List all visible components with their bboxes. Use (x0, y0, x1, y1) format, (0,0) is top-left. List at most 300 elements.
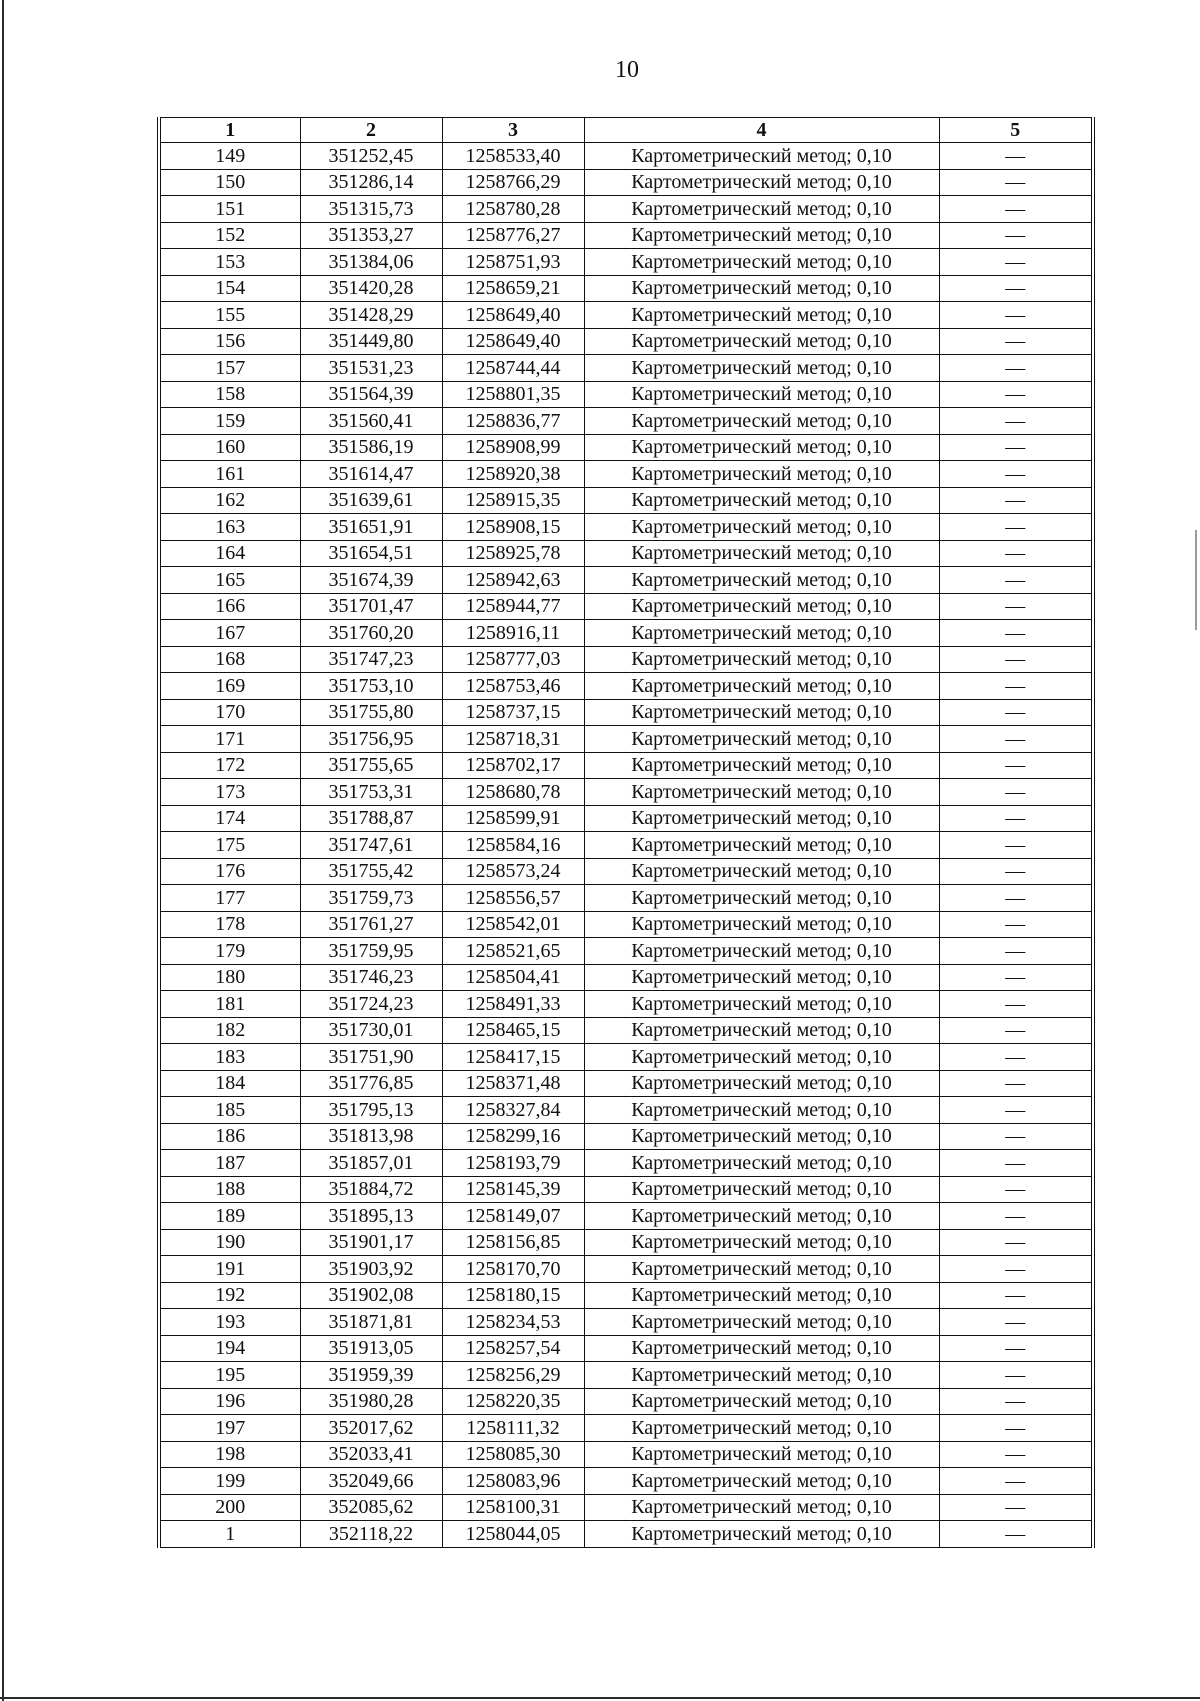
point-number-cell: 153 (159, 249, 300, 276)
point-number-cell: 158 (159, 381, 300, 408)
table-row (159, 169, 1093, 196)
table-row (159, 646, 1093, 673)
note-cell: — (939, 673, 1093, 700)
x-coordinate-cell: 351252,45 (300, 143, 442, 170)
y-coordinate-cell: 1258234,53 (442, 1309, 584, 1336)
point-number-cell: 195 (159, 1362, 300, 1389)
point-number-cell: 181 (159, 991, 300, 1018)
method-cell: Картометрический метод; 0,10 (584, 169, 939, 196)
x-coordinate-cell: 351654,51 (300, 540, 442, 567)
y-coordinate-cell: 1258521,65 (442, 938, 584, 965)
table-row (159, 858, 1093, 885)
method-cell: Картометрический метод; 0,10 (584, 832, 939, 859)
point-number-cell: 189 (159, 1203, 300, 1230)
table-row (159, 620, 1093, 647)
point-number-cell: 160 (159, 434, 300, 461)
y-coordinate-cell: 1258257,54 (442, 1335, 584, 1362)
x-coordinate-cell: 351902,08 (300, 1282, 442, 1309)
y-coordinate-cell: 1258417,15 (442, 1044, 584, 1071)
y-coordinate-cell: 1258111,32 (442, 1415, 584, 1442)
x-coordinate-cell: 351674,39 (300, 567, 442, 594)
note-cell: — (939, 143, 1093, 170)
point-number-cell: 178 (159, 911, 300, 938)
table-row (159, 805, 1093, 832)
table-row (159, 991, 1093, 1018)
note-cell: — (939, 779, 1093, 806)
scan-edge-bottom (0, 1697, 1200, 1699)
table-row (159, 196, 1093, 223)
method-cell: Картометрический метод; 0,10 (584, 143, 939, 170)
y-coordinate-cell: 1258777,03 (442, 646, 584, 673)
point-number-cell: 199 (159, 1468, 300, 1495)
method-cell: Картометрический метод; 0,10 (584, 1044, 939, 1071)
method-cell: Картометрический метод; 0,10 (584, 434, 939, 461)
y-coordinate-cell: 1258180,15 (442, 1282, 584, 1309)
note-cell: — (939, 249, 1093, 276)
table-row (159, 487, 1093, 514)
y-coordinate-cell: 1258766,29 (442, 169, 584, 196)
note-cell: — (939, 1282, 1093, 1309)
table-row (159, 885, 1093, 912)
y-coordinate-cell: 1258942,63 (442, 567, 584, 594)
note-cell: — (939, 1017, 1093, 1044)
method-cell: Картометрический метод; 0,10 (584, 593, 939, 620)
note-cell: — (939, 302, 1093, 329)
note-cell: — (939, 1335, 1093, 1362)
method-cell: Картометрический метод; 0,10 (584, 355, 939, 382)
method-cell: Картометрический метод; 0,10 (584, 1017, 939, 1044)
x-coordinate-cell: 351651,91 (300, 514, 442, 541)
note-cell: — (939, 1494, 1093, 1521)
coordinates-table (157, 117, 1095, 1548)
header-row (159, 118, 1093, 143)
x-coordinate-cell: 351759,95 (300, 938, 442, 965)
point-number-cell: 197 (159, 1415, 300, 1442)
method-cell: Картометрический метод; 0,10 (584, 991, 939, 1018)
x-coordinate-cell: 351746,23 (300, 964, 442, 991)
point-number-cell: 167 (159, 620, 300, 647)
point-number-cell: 175 (159, 832, 300, 859)
y-coordinate-cell: 1258916,11 (442, 620, 584, 647)
header-col-1: 1 (159, 118, 300, 143)
note-cell: — (939, 434, 1093, 461)
x-coordinate-cell: 351756,95 (300, 726, 442, 753)
y-coordinate-cell: 1258100,31 (442, 1494, 584, 1521)
note-cell: — (939, 355, 1093, 382)
table-row (159, 1176, 1093, 1203)
point-number-cell: 180 (159, 964, 300, 991)
table-row (159, 938, 1093, 965)
table-row (159, 434, 1093, 461)
note-cell: — (939, 1362, 1093, 1389)
method-cell: Картометрический метод; 0,10 (584, 1494, 939, 1521)
point-number-cell: 156 (159, 328, 300, 355)
point-number-cell: 1 (159, 1521, 300, 1548)
table-row (159, 222, 1093, 249)
x-coordinate-cell: 351959,39 (300, 1362, 442, 1389)
table-row (159, 911, 1093, 938)
method-cell: Картометрический метод; 0,10 (584, 858, 939, 885)
point-number-cell: 196 (159, 1388, 300, 1415)
method-cell: Картометрический метод; 0,10 (584, 726, 939, 753)
note-cell: — (939, 461, 1093, 488)
y-coordinate-cell: 1258149,07 (442, 1203, 584, 1230)
x-coordinate-cell: 351755,42 (300, 858, 442, 885)
y-coordinate-cell: 1258556,57 (442, 885, 584, 912)
y-coordinate-cell: 1258944,77 (442, 593, 584, 620)
point-number-cell: 164 (159, 540, 300, 567)
y-coordinate-cell: 1258573,24 (442, 858, 584, 885)
table-row (159, 275, 1093, 302)
table-header (159, 118, 1093, 143)
note-cell: — (939, 938, 1093, 965)
table-row (159, 673, 1093, 700)
x-coordinate-cell: 351560,41 (300, 408, 442, 435)
y-coordinate-cell: 1258649,40 (442, 302, 584, 329)
table-row (159, 249, 1093, 276)
note-cell: — (939, 726, 1093, 753)
method-cell: Картометрический метод; 0,10 (584, 567, 939, 594)
x-coordinate-cell: 351724,23 (300, 991, 442, 1018)
point-number-cell: 157 (159, 355, 300, 382)
table-row (159, 1494, 1093, 1521)
y-coordinate-cell: 1258299,16 (442, 1123, 584, 1150)
table-row (159, 726, 1093, 753)
point-number-cell: 192 (159, 1282, 300, 1309)
x-coordinate-cell: 351857,01 (300, 1150, 442, 1177)
x-coordinate-cell: 351384,06 (300, 249, 442, 276)
method-cell: Картометрический метод; 0,10 (584, 699, 939, 726)
x-coordinate-cell: 351420,28 (300, 275, 442, 302)
y-coordinate-cell: 1258753,46 (442, 673, 584, 700)
point-number-cell: 185 (159, 1097, 300, 1124)
table-row (159, 514, 1093, 541)
y-coordinate-cell: 1258718,31 (442, 726, 584, 753)
table-row (159, 779, 1093, 806)
point-number-cell: 166 (159, 593, 300, 620)
point-number-cell: 152 (159, 222, 300, 249)
table-row (159, 832, 1093, 859)
y-coordinate-cell: 1258920,38 (442, 461, 584, 488)
note-cell: — (939, 805, 1093, 832)
x-coordinate-cell: 352017,62 (300, 1415, 442, 1442)
x-coordinate-cell: 351614,47 (300, 461, 442, 488)
note-cell: — (939, 1309, 1093, 1336)
note-cell: — (939, 593, 1093, 620)
x-coordinate-cell: 351901,17 (300, 1229, 442, 1256)
point-number-cell: 169 (159, 673, 300, 700)
y-coordinate-cell: 1258908,15 (442, 514, 584, 541)
page-number: 10 (615, 57, 639, 83)
point-number-cell: 186 (159, 1123, 300, 1150)
table-row (159, 1017, 1093, 1044)
table-row (159, 1335, 1093, 1362)
method-cell: Картометрический метод; 0,10 (584, 302, 939, 329)
x-coordinate-cell: 351788,87 (300, 805, 442, 832)
method-cell: Картометрический метод; 0,10 (584, 1176, 939, 1203)
method-cell: Картометрический метод; 0,10 (584, 885, 939, 912)
note-cell: — (939, 1097, 1093, 1124)
point-number-cell: 194 (159, 1335, 300, 1362)
table-row (159, 1388, 1093, 1415)
note-cell: — (939, 1070, 1093, 1097)
x-coordinate-cell: 351747,23 (300, 646, 442, 673)
table-row (159, 1441, 1093, 1468)
note-cell: — (939, 1203, 1093, 1230)
note-cell: — (939, 1044, 1093, 1071)
x-coordinate-cell: 351776,85 (300, 1070, 442, 1097)
table-row (159, 1468, 1093, 1495)
table-row (159, 328, 1093, 355)
point-number-cell: 182 (159, 1017, 300, 1044)
x-coordinate-cell: 351884,72 (300, 1176, 442, 1203)
note-cell: — (939, 1441, 1093, 1468)
table-row (159, 1203, 1093, 1230)
note-cell: — (939, 832, 1093, 859)
x-coordinate-cell: 351315,73 (300, 196, 442, 223)
method-cell: Картометрический метод; 0,10 (584, 381, 939, 408)
method-cell: Картометрический метод; 0,10 (584, 646, 939, 673)
point-number-cell: 172 (159, 752, 300, 779)
table-body (159, 143, 1093, 1548)
method-cell: Картометрический метод; 0,10 (584, 1123, 939, 1150)
x-coordinate-cell: 351286,14 (300, 169, 442, 196)
x-coordinate-cell: 352118,22 (300, 1521, 442, 1548)
y-coordinate-cell: 1258220,35 (442, 1388, 584, 1415)
header-col-2: 2 (300, 118, 442, 143)
y-coordinate-cell: 1258737,15 (442, 699, 584, 726)
x-coordinate-cell: 351871,81 (300, 1309, 442, 1336)
note-cell: — (939, 699, 1093, 726)
point-number-cell: 184 (159, 1070, 300, 1097)
point-number-cell: 149 (159, 143, 300, 170)
x-coordinate-cell: 351747,61 (300, 832, 442, 859)
table-row (159, 1229, 1093, 1256)
x-coordinate-cell: 351903,92 (300, 1256, 442, 1283)
table-row (159, 355, 1093, 382)
table-row (159, 1097, 1093, 1124)
point-number-cell: 162 (159, 487, 300, 514)
point-number-cell: 176 (159, 858, 300, 885)
note-cell: — (939, 1468, 1093, 1495)
table-row (159, 1362, 1093, 1389)
method-cell: Картометрический метод; 0,10 (584, 1468, 939, 1495)
method-cell: Картометрический метод; 0,10 (584, 1388, 939, 1415)
note-cell: — (939, 1150, 1093, 1177)
scan-edge-right (1195, 530, 1197, 630)
point-number-cell: 155 (159, 302, 300, 329)
method-cell: Картометрический метод; 0,10 (584, 328, 939, 355)
table-row (159, 1044, 1093, 1071)
note-cell: — (939, 1229, 1093, 1256)
x-coordinate-cell: 352085,62 (300, 1494, 442, 1521)
point-number-cell: 193 (159, 1309, 300, 1336)
y-coordinate-cell: 1258744,44 (442, 355, 584, 382)
note-cell: — (939, 858, 1093, 885)
y-coordinate-cell: 1258504,41 (442, 964, 584, 991)
x-coordinate-cell: 351449,80 (300, 328, 442, 355)
note-cell: — (939, 911, 1093, 938)
table-row (159, 1282, 1093, 1309)
y-coordinate-cell: 1258599,91 (442, 805, 584, 832)
note-cell: — (939, 1256, 1093, 1283)
y-coordinate-cell: 1258908,99 (442, 434, 584, 461)
table-row (159, 1123, 1093, 1150)
x-coordinate-cell: 351795,13 (300, 1097, 442, 1124)
y-coordinate-cell: 1258776,27 (442, 222, 584, 249)
note-cell: — (939, 567, 1093, 594)
point-number-cell: 191 (159, 1256, 300, 1283)
point-number-cell: 190 (159, 1229, 300, 1256)
x-coordinate-cell: 351760,20 (300, 620, 442, 647)
method-cell: Картометрический метод; 0,10 (584, 487, 939, 514)
method-cell: Картометрический метод; 0,10 (584, 1282, 939, 1309)
table-row (159, 540, 1093, 567)
y-coordinate-cell: 1258680,78 (442, 779, 584, 806)
point-number-cell: 163 (159, 514, 300, 541)
point-number-cell: 171 (159, 726, 300, 753)
y-coordinate-cell: 1258156,85 (442, 1229, 584, 1256)
note-cell: — (939, 275, 1093, 302)
point-number-cell: 154 (159, 275, 300, 302)
table-row (159, 964, 1093, 991)
point-number-cell: 179 (159, 938, 300, 965)
table-row (159, 752, 1093, 779)
y-coordinate-cell: 1258801,35 (442, 381, 584, 408)
note-cell: — (939, 328, 1093, 355)
method-cell: Картометрический метод; 0,10 (584, 620, 939, 647)
x-coordinate-cell: 351428,29 (300, 302, 442, 329)
note-cell: — (939, 1176, 1093, 1203)
table-row (159, 302, 1093, 329)
method-cell: Картометрический метод; 0,10 (584, 249, 939, 276)
x-coordinate-cell: 351730,01 (300, 1017, 442, 1044)
x-coordinate-cell: 351755,65 (300, 752, 442, 779)
point-number-cell: 187 (159, 1150, 300, 1177)
method-cell: Картометрический метод; 0,10 (584, 1521, 939, 1548)
table-row (159, 699, 1093, 726)
x-coordinate-cell: 351813,98 (300, 1123, 442, 1150)
note-cell: — (939, 1415, 1093, 1442)
x-coordinate-cell: 352033,41 (300, 1441, 442, 1468)
table-row (159, 1309, 1093, 1336)
x-coordinate-cell: 351753,31 (300, 779, 442, 806)
method-cell: Картометрический метод; 0,10 (584, 752, 939, 779)
y-coordinate-cell: 1258533,40 (442, 143, 584, 170)
method-cell: Картометрический метод; 0,10 (584, 275, 939, 302)
table-row (159, 1256, 1093, 1283)
table-row (159, 461, 1093, 488)
y-coordinate-cell: 1258327,84 (442, 1097, 584, 1124)
method-cell: Картометрический метод; 0,10 (584, 1415, 939, 1442)
y-coordinate-cell: 1258465,15 (442, 1017, 584, 1044)
point-number-cell: 161 (159, 461, 300, 488)
note-cell: — (939, 752, 1093, 779)
note-cell: — (939, 169, 1093, 196)
method-cell: Картометрический метод; 0,10 (584, 779, 939, 806)
method-cell: Картометрический метод; 0,10 (584, 938, 939, 965)
y-coordinate-cell: 1258649,40 (442, 328, 584, 355)
point-number-cell: 168 (159, 646, 300, 673)
point-number-cell: 198 (159, 1441, 300, 1468)
note-cell: — (939, 1521, 1093, 1548)
point-number-cell: 174 (159, 805, 300, 832)
header-col-3: 3 (442, 118, 584, 143)
y-coordinate-cell: 1258836,77 (442, 408, 584, 435)
y-coordinate-cell: 1258780,28 (442, 196, 584, 223)
table-row (159, 1521, 1093, 1548)
x-coordinate-cell: 351639,61 (300, 487, 442, 514)
y-coordinate-cell: 1258256,29 (442, 1362, 584, 1389)
method-cell: Картометрический метод; 0,10 (584, 514, 939, 541)
note-cell: — (939, 381, 1093, 408)
method-cell: Картометрический метод; 0,10 (584, 196, 939, 223)
method-cell: Картометрический метод; 0,10 (584, 222, 939, 249)
note-cell: — (939, 1123, 1093, 1150)
method-cell: Картометрический метод; 0,10 (584, 1097, 939, 1124)
method-cell: Картометрический метод; 0,10 (584, 1150, 939, 1177)
table-row (159, 381, 1093, 408)
note-cell: — (939, 514, 1093, 541)
method-cell: Картометрический метод; 0,10 (584, 461, 939, 488)
note-cell: — (939, 222, 1093, 249)
header-col-4: 4 (584, 118, 939, 143)
method-cell: Картометрический метод; 0,10 (584, 805, 939, 832)
x-coordinate-cell: 351980,28 (300, 1388, 442, 1415)
x-coordinate-cell: 351586,19 (300, 434, 442, 461)
method-cell: Картометрический метод; 0,10 (584, 1256, 939, 1283)
method-cell: Картометрический метод; 0,10 (584, 1441, 939, 1468)
y-coordinate-cell: 1258702,17 (442, 752, 584, 779)
note-cell: — (939, 991, 1093, 1018)
y-coordinate-cell: 1258085,30 (442, 1441, 584, 1468)
x-coordinate-cell: 351701,47 (300, 593, 442, 620)
note-cell: — (939, 540, 1093, 567)
y-coordinate-cell: 1258145,39 (442, 1176, 584, 1203)
x-coordinate-cell: 351753,10 (300, 673, 442, 700)
y-coordinate-cell: 1258925,78 (442, 540, 584, 567)
y-coordinate-cell: 1258751,93 (442, 249, 584, 276)
method-cell: Картометрический метод; 0,10 (584, 540, 939, 567)
note-cell: — (939, 196, 1093, 223)
note-cell: — (939, 487, 1093, 514)
point-number-cell: 183 (159, 1044, 300, 1071)
y-coordinate-cell: 1258491,33 (442, 991, 584, 1018)
point-number-cell: 177 (159, 885, 300, 912)
table-row (159, 1150, 1093, 1177)
point-number-cell: 170 (159, 699, 300, 726)
method-cell: Картометрический метод; 0,10 (584, 964, 939, 991)
point-number-cell: 200 (159, 1494, 300, 1521)
x-coordinate-cell: 351755,80 (300, 699, 442, 726)
scan-edge-left (2, 0, 4, 1701)
table-row (159, 1415, 1093, 1442)
method-cell: Картометрический метод; 0,10 (584, 1203, 939, 1230)
table-row (159, 1070, 1093, 1097)
method-cell: Картометрический метод; 0,10 (584, 1070, 939, 1097)
x-coordinate-cell: 352049,66 (300, 1468, 442, 1495)
x-coordinate-cell: 351353,27 (300, 222, 442, 249)
table-row (159, 593, 1093, 620)
x-coordinate-cell: 351759,73 (300, 885, 442, 912)
table-row (159, 567, 1093, 594)
x-coordinate-cell: 351564,39 (300, 381, 442, 408)
note-cell: — (939, 646, 1093, 673)
note-cell: — (939, 408, 1093, 435)
x-coordinate-cell: 351751,90 (300, 1044, 442, 1071)
x-coordinate-cell: 351761,27 (300, 911, 442, 938)
y-coordinate-cell: 1258371,48 (442, 1070, 584, 1097)
